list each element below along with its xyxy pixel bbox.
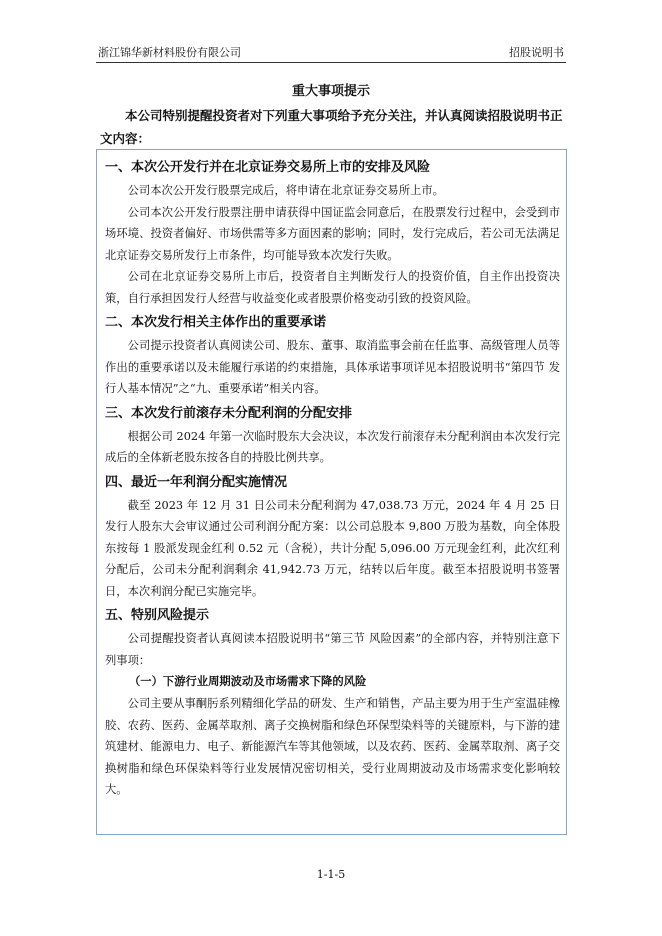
section-heading: 五、特别风险提示 <box>105 608 210 623</box>
paragraph: 公司本次公开发行股票注册申请获得中国证监会同意后，在股票发行过程中，会受到市场环境、投资者偏好、市场供需等多方面因素的影响；同时，发行完成后，若公司无法满足北京证券交易所发行上市条件，均可能导致本次发行失败。 <box>105 205 560 262</box>
section-heading: 四、最近一年利润分配实施情况 <box>105 474 288 490</box>
page-number: 1-1-5 <box>316 868 346 881</box>
section-1 <box>105 156 560 309</box>
paragraph: 根据公司 2024 年第一次临时股东大会决议，本次发行前滚存未分配利润由本次发行完成后的全体新老股东按各自的持股比例共享。 <box>105 429 560 464</box>
paragraph: 公司主要从事酮肟系列精细化学品的研发、生产和销售，产品主要为用于生产室温硅橡胶、农药、医药、金属萃取剂、离子交换树脂和绿色环保型染料等的关键原料，与下游的建筑建材、能源电力、电子、新能源汽车等其他领域，以及农药、医药、金属萃取剂、离子交换树脂和绿色环保染料等行业发展情况密切相关，受行业周期波动及市场需求变化影响较大。 <box>105 697 560 796</box>
intro-text: 本公司特别提醒投资者对下列重大事项给予充分关注，并认真阅读招股说明书正文内容： <box>100 108 563 146</box>
subsection-heading: （一）下游行业周期波动及市场需求下降的风险 <box>129 675 367 688</box>
page-title: 重大事项提示 <box>291 84 370 99</box>
section-2 <box>105 311 560 400</box>
company-name: 浙江锦华新材料股份有限公司 <box>98 46 241 59</box>
content-box <box>96 149 567 835</box>
paragraph: 公司提醒投资者认真阅读本招股说明书“第三节 风险因素”的全部内容，并特别注意下列事项： <box>105 632 560 667</box>
section-3 <box>105 402 560 469</box>
section-heading: 一、本次公开发行并在北京证券交易所上市的安排及风险 <box>105 160 431 175</box>
document-name: 招股说明书 <box>509 46 564 59</box>
paragraph: 公司提示投资者认真阅读公司、股东、董事、取消监事会前在任监事、高级管理人员等作出的重要承诺以及未能履行承诺的约束措施，具体承诺事项详见本招股说明书“第四节 发行人基本情况”之“九、重要承诺”相关内容。 <box>105 339 560 395</box>
paragraph: 公司本次公开发行股票完成后，将申请在北京证券交易所上市。 <box>127 184 444 197</box>
paragraph: 公司在北京证券交易所上市后，投资者自主判断发行人的投资价值，自主作出投资决策，自行承担因发行人经营与收益变化或者股票价格变动引致的投资风险。 <box>105 270 560 305</box>
section-heading: 二、本次发行相关主体作出的重要承诺 <box>105 315 327 330</box>
page-header <box>96 44 566 63</box>
section-4 <box>105 471 560 603</box>
section-5 <box>105 604 560 801</box>
section-heading: 三、本次发行前滚存未分配利润的分配安排 <box>105 405 353 421</box>
paragraph: 截至 2023 年 12 月 31 日公司未分配利润为 47,038.73 万元，2024 年 4 月 25 日发行人股东大会审议通过公司利润分配方案：以公司总股本 9,800 万股为基数，向全体股东按每 1 股派发现金红利 0.52 元（含税），共计分配 5,096.00 万元现金红利，此次红利分配后，公司未分配利润剩余 41,942.73 万元，结转以后年度。截至本招股说明书签署日，本次利润分配已实施完毕。 <box>105 498 560 598</box>
